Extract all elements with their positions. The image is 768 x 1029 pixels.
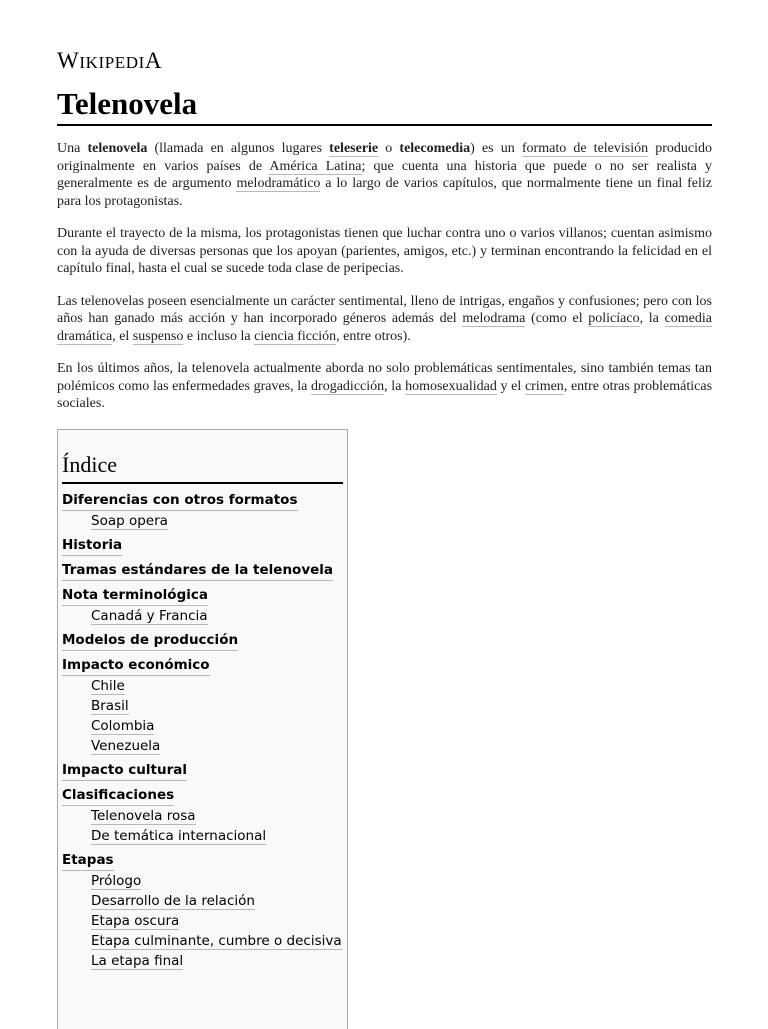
text: Las telenovelas poseen esencialmente un carácter sentimental, lleno de intrigas, engaños y confusiones; pero con los años han ganado más acción y han incorporado géneros además del bbox=[57, 293, 712, 326]
toc-section bbox=[62, 760, 342, 781]
toc-section bbox=[62, 850, 342, 971]
toc-section bbox=[62, 630, 342, 651]
paragraph-1 bbox=[57, 140, 712, 210]
text: , el bbox=[112, 328, 133, 344]
toc-list bbox=[62, 490, 342, 975]
text: , entre otros). bbox=[336, 328, 411, 344]
toc-subitem bbox=[91, 871, 342, 891]
link-policiaco[interactable]: policíaco bbox=[588, 311, 640, 326]
text: (llamada en algunos lugares bbox=[147, 141, 330, 156]
link-crimen[interactable]: crimen bbox=[524, 378, 564, 394]
text: ) es un bbox=[470, 141, 522, 156]
logo-initial: W bbox=[57, 48, 80, 73]
text: , la bbox=[639, 311, 665, 326]
toc-sublist bbox=[62, 676, 342, 756]
text: , la bbox=[384, 378, 406, 394]
toc-subitem bbox=[91, 911, 342, 931]
toc-sublink[interactable]: La etapa final bbox=[91, 953, 184, 969]
toc-section bbox=[62, 655, 342, 756]
link-ciencia-ficcion[interactable]: ciencia ficción bbox=[254, 328, 337, 344]
toc-link[interactable]: Historia bbox=[62, 535, 122, 556]
link-suspenso[interactable]: suspenso bbox=[132, 328, 184, 344]
toc-subitem bbox=[91, 716, 342, 736]
toc-sublink[interactable]: Soap opera bbox=[91, 513, 168, 529]
toc-link[interactable]: Tramas estándares de la telenovela bbox=[62, 560, 333, 581]
text: Una bbox=[57, 141, 88, 156]
bold-term-telecomedia: telecomedia bbox=[399, 141, 471, 156]
toc-sublist bbox=[62, 511, 342, 531]
text: producido originalmente en varios países de bbox=[57, 141, 713, 174]
text: (como el bbox=[525, 311, 589, 326]
toc-subitem bbox=[91, 806, 342, 826]
paragraph-2: Durante el trayecto de la misma, los protagonistas tienen que luchar contra uno o varios villanos; cuentan asimismo con la ayuda de diversas personas que los apoyan (parientes, amigos, etc.) y terminan encontrando la felicidad en el capítulo final, hasta el cual se sucede toda clase de peripecias. bbox=[57, 226, 712, 276]
toc-section bbox=[62, 560, 342, 581]
logo-final: A bbox=[144, 48, 163, 73]
text: e incluso la bbox=[183, 328, 255, 344]
toc-sublink[interactable]: Canadá y Francia bbox=[91, 608, 208, 624]
toc-section bbox=[62, 535, 342, 556]
link-formato-de-television[interactable]: formato de televisión bbox=[521, 141, 649, 156]
toc-title: Índice bbox=[62, 450, 343, 484]
toc-subitem bbox=[91, 826, 342, 846]
toc-subitem bbox=[91, 891, 342, 911]
toc-section bbox=[62, 490, 342, 531]
toc-section bbox=[62, 785, 342, 846]
toc-link[interactable]: Diferencias con otros formatos bbox=[62, 490, 298, 511]
text: y el bbox=[496, 378, 525, 394]
link-melodramatico[interactable]: melodramático bbox=[236, 176, 321, 191]
toc-sublink[interactable]: Brasil bbox=[91, 698, 129, 714]
text: En los últimos años, la telenovela actualmente aborda no solo problemáticas sentimentales, sino también temas tan polémicos como las enfermedades graves, la bbox=[57, 361, 712, 394]
logo-middle: IKIPEDI bbox=[79, 53, 145, 72]
toc-sublist bbox=[62, 806, 342, 846]
link-melodrama[interactable]: melodrama bbox=[462, 311, 526, 326]
toc-link[interactable]: Clasificaciones bbox=[62, 785, 174, 806]
text: o bbox=[378, 141, 400, 156]
link-homosexualidad[interactable]: homosexualidad bbox=[405, 378, 497, 394]
toc-subitem bbox=[91, 931, 342, 951]
toc-link[interactable]: Nota terminológica bbox=[62, 585, 208, 606]
paragraph-3 bbox=[57, 293, 712, 346]
toc-sublink[interactable]: Prólogo bbox=[91, 873, 142, 889]
bold-term-telenovela: telenovela bbox=[87, 141, 148, 156]
toc-subitem bbox=[91, 736, 342, 756]
toc-sublink[interactable]: Colombia bbox=[91, 718, 155, 734]
toc-sublink[interactable]: Venezuela bbox=[91, 738, 161, 754]
toc-subitem bbox=[91, 606, 342, 626]
toc-link[interactable]: Etapas bbox=[62, 850, 114, 871]
table-of-contents bbox=[57, 429, 348, 1029]
toc-subitem bbox=[91, 696, 342, 716]
link-drogadiccion[interactable]: drogadicción bbox=[311, 378, 385, 394]
toc-sublink[interactable]: Desarrollo de la relación bbox=[91, 893, 255, 909]
toc-section bbox=[62, 585, 342, 626]
text: a lo largo de varios capítulos, que normalmente tiene un final feliz para los protagonistas. bbox=[57, 176, 712, 209]
toc-link[interactable]: Modelos de producción bbox=[62, 630, 238, 651]
link-comedia-dramatica[interactable]: comedia dramática bbox=[57, 311, 712, 344]
toc-sublist bbox=[62, 606, 342, 626]
toc-sublink[interactable]: Etapa oscura bbox=[91, 913, 180, 929]
toc-link[interactable]: Impacto cultural bbox=[62, 760, 187, 781]
text: ; que cuenta una historia que puede o no ser realista y generalmente es de argumento bbox=[57, 158, 713, 191]
wikipedia-logo[interactable] bbox=[57, 48, 162, 74]
toc-subitem bbox=[91, 676, 342, 696]
link-teleserie[interactable]: teleserie bbox=[329, 141, 379, 156]
paragraph-4 bbox=[57, 360, 712, 413]
toc-link[interactable]: Impacto económico bbox=[62, 655, 210, 676]
page-title: Telenovela bbox=[57, 84, 712, 126]
link-america-latina[interactable]: América Latina bbox=[269, 158, 362, 174]
toc-sublink[interactable]: Etapa culminante, cumbre o decisiva bbox=[91, 933, 342, 949]
toc-sublink[interactable]: Chile bbox=[91, 678, 125, 694]
toc-subitem bbox=[91, 511, 342, 531]
toc-sublist bbox=[62, 871, 342, 971]
toc-subitem bbox=[91, 951, 342, 971]
text: , entre otras problemáticas sociales. bbox=[57, 378, 713, 411]
toc-sublink[interactable]: Telenovela rosa bbox=[91, 808, 196, 824]
article-body bbox=[57, 140, 712, 428]
toc-sublink[interactable]: De temática internacional bbox=[91, 828, 267, 844]
